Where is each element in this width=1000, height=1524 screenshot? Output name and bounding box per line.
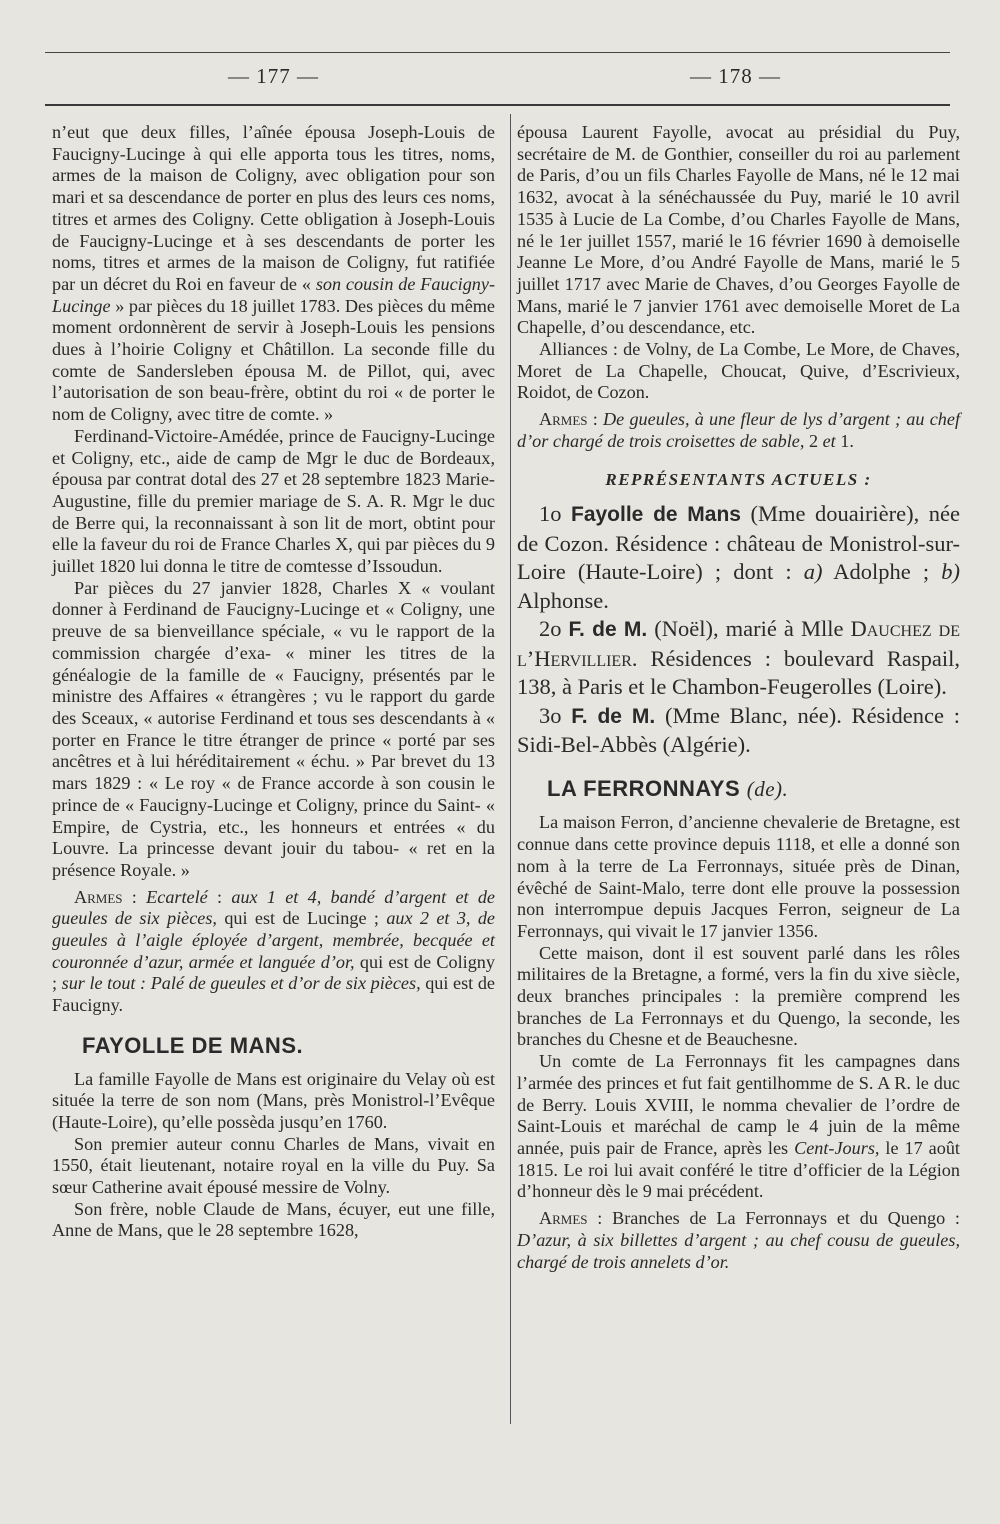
bold-name: F. de M. <box>568 618 648 642</box>
text: Un comte de La Ferronnays fit les campagnes dans l’armée des princes et fut fait gentilhomme de S. A R. le duc de Berry. Louis XVIII, le nomma chevalier de l’ordre de Saint-Louis et maréchal de camp le 4 juin de la même année, puis pair de France, après les <box>517 1051 960 1158</box>
heading-fayolle-de-mans: FAYOLLE DE MANS. <box>82 1032 304 1058</box>
top-rule <box>45 52 950 53</box>
right-column <box>517 122 960 1273</box>
italic-text: et <box>822 430 836 451</box>
paragraph-fayolle-origin: La famille Fayolle de Mans est originaire du Velay où est située la terre de son nom (Mans, près Monistrol-l’Evêque (Haute-Loire), qu’elle possèda jusqu’en 1760. <box>52 1068 495 1132</box>
text: Alphonse. <box>517 587 609 613</box>
column-divider <box>510 114 511 1424</box>
arms-label: Armes <box>539 409 588 430</box>
heading-particle: (de). <box>746 776 789 801</box>
text: n’eut que deux filles, l’aînée épousa Joseph-Louis de Faucigny-Lucinge à qui elle apporta tous les titres, noms, armes de la maison de Coligny, avec obligation pour son mari et sa descendance de porter en plus des leurs ces noms, titres et armes des Coligny. Cette obligation à Joseph-Louis de Faucigny-Lucinge et à ses descendants de porter les noms, titres et armes de la maison de Coligny, fut ratifiée par un décret du Roi en faveur de « <box>52 122 495 294</box>
italic-text: Ecartelé <box>146 886 208 907</box>
left-column <box>52 122 495 1242</box>
arms-faucigny <box>52 887 495 1017</box>
representative-3 <box>517 702 960 760</box>
text: qui est de Lucinge ; <box>216 908 387 929</box>
paragraph-fayolle-author: Son premier auteur connu Charles de Mans, vivait en 1550, était lieutenant, notaire royal en la ville du Puy. Sa sœur Catherine avait épousé messire de Volny. <box>52 1133 495 1198</box>
text: : <box>587 409 604 430</box>
heading-la-ferronnays <box>547 775 960 801</box>
text: 1o <box>539 501 571 527</box>
text: qui est de Coligny ; <box>52 951 495 994</box>
text: (Mme douairière), née de Cozon. Résidence : château de Monistrol-sur-Loire (Haute-Loire) ; dont : <box>517 501 960 585</box>
representative-2 <box>517 615 960 702</box>
subheading-representants: REPRÉSENTANTS ACTUELS : <box>605 469 872 489</box>
bold-name: F. de M. <box>571 704 656 728</box>
text: » par pièces du 18 juillet 1783. Des pièces du même moment ordonnèrent de servir à Joseph-Louis les pensions dues à l’hoirie Coligny et Châtillon. La seconde fille du comte de Sandersleben épousa M. de Pillot, qui, avec l’autorisation de son beau-frère, obtint du roi « de porter le nom de Coligny, avec titre de comte. » <box>52 295 495 425</box>
italic-text: aux 2 et 3, de gueules à l’aigle éployée d’argent, membrée, becquée et couronnée d’azur, armée et languée d’or, <box>52 908 495 972</box>
italic-text: aux 1 et 4, bandé d’argent et de gueules de six pièces, <box>52 886 496 929</box>
text: Adolphe ; <box>822 559 942 585</box>
paragraph-alliances: Alliances : de Volny, de La Combe, Le More, de Chaves, Moret de La Chapelle, Choucat, Quive, d’Escrivieux, Roidot, de Cozon. <box>517 339 960 403</box>
text: : <box>207 886 232 907</box>
italic-text: son cousin de Faucigny-Lucinge <box>52 273 496 316</box>
paragraph-fayolle-brother: Son frère, noble Claude de Mans, écuyer, eut une fille, Anne de Mans, que le 28 septembre 1628, <box>52 1198 495 1241</box>
arms-label: Armes <box>74 886 123 907</box>
text: : Branches de La Ferronnays et du Quengo : <box>587 1208 960 1229</box>
text: 2o <box>539 616 569 642</box>
text: (Mme Blanc, née). Résidence : Sidi-Bel-Abbès (Algérie). <box>517 702 960 758</box>
text: 3o <box>539 702 572 728</box>
paragraph-charles-x: Par pièces du 27 janvier 1828, Charles X « voulant donner à Ferdinand de Faucigny-Lucinge et « Coligny, une preuve de sa bienveillance spéciale, « vu le rapport de la commission chargée d’exa- « miner les titres de la généalogie de la famille de « Faucigny, présentés par le ministre des Affaires « étrangères ; vu le rapport du garde des Sceaux, « autorise Ferdinand et tous ses descendants à « porter en France le titre étranger de prince « porté par ses ancêtres et à lui héréditairement « échu. » Par brevet du 13 mars 1829 : « Le roy « de France accorde à son cousin le prince de « Faucigny-Lucinge et Coligny, prince du Saint- « Empire, de Cystria, etc., les honneurs et entrées « du Louvre. La princesse devant jouir du tabou- « ret en la présence Royale. » <box>52 577 495 880</box>
header-rule <box>45 104 950 106</box>
text: (Noël), marié à Mlle <box>647 616 851 642</box>
text: qui est de Faucigny. <box>52 973 495 1016</box>
paragraph-ferron-branches: Cette maison, dont il est souvent parlé dans les rôles militaires de la Bretagne, a formé, vers la fin du xive siècle, deux branches principales : la première comprend les branches de La Ferronnays et du Quengo, la seconde, les branches du Chesne et de Beauchesne. <box>517 942 960 1050</box>
italic-text: b) <box>941 559 961 585</box>
italic-text: Cent-Jours, <box>794 1138 880 1158</box>
heading-text: LA FERRONNAYS <box>547 775 747 801</box>
text: 1. <box>835 430 854 451</box>
paragraph-ferron-house: La maison Ferron, d’ancienne chevalerie de Bretagne, est connue dans cette province depuis 1118, et elle a donné son nom à la terre de La Ferronnays, située près de Dinan, évêché de Saint-Malo, terre dont elle prouve la possession non interrompue depuis Jacques Ferron, seigneur de La Ferronnays, qui vivait le 17 janvier 1356. <box>517 812 960 941</box>
italic-text: sur le tout : Palé de gueules et d’or de six pièces, <box>61 973 421 994</box>
arms-fayolle <box>517 409 960 452</box>
bold-name: Fayolle de Mans <box>571 503 741 527</box>
italic-text: D’azur, à six billettes d’argent ; au chef cousu de gueules, chargé de trois annelets d’or. <box>517 1229 960 1272</box>
text: 2 <box>804 430 823 451</box>
text: Résidences : boulevard Raspail, 138, à Paris et le Chambon-Feugerolles (Loire). <box>517 645 960 700</box>
text: : <box>122 886 147 907</box>
small-caps-name: Dauchez de l’Hervillier. <box>517 616 961 671</box>
representative-1 <box>517 500 960 615</box>
paragraph-fayolle-lineage: épousa Laurent Fayolle, avocat au présidial du Puy, secrétaire de M. de Gonthier, conseiller du roi au parlement de Paris, d’ou un fils Charles Fayolle de Mans, né le 12 mai 1632, avocat à la sénéchaussée du Puy, marié le 10 avril 1535 à Lucie de La Combe, d’ou Charles Fayolle de Mans, né le 1er juillet 1557, marié le 16 février 1690 à demoiselle Jeanne Le More, d’ou André Fayolle de Mans, marié le 5 juillet 1717 avec Marie de Chaves, d’ou Georges Fayolle de Mans, marié le 7 janvier 1761 avec demoiselle Moret de La Chapelle, d’ou descendance, etc. <box>517 122 960 338</box>
paragraph-coligny <box>52 122 495 426</box>
paragraph-ferron-comte <box>517 1051 960 1203</box>
arms-ferronnays <box>517 1208 960 1273</box>
text: le 17 août 1815. Le roi lui avait conféré le titre d’officier de la Légion d’honneur dès le 9 mai précédent. <box>517 1138 960 1202</box>
italic-text: a) <box>803 559 823 585</box>
arms-label: Armes <box>539 1208 588 1229</box>
page-number-left: — 177 — <box>228 64 319 88</box>
page-number-right: — 178 — <box>690 64 781 88</box>
italic-text: De gueules, à une fleur de lys d’argent ; au chef d’or chargé de trois croisettes de sable, <box>517 409 960 451</box>
paragraph-ferdinand: Ferdinand-Victoire-Amédée, prince de Faucigny-Lucinge et Coligny, etc., aide de camp de Mgr le duc de Bordeaux, épousa par contrat dotal des 27 et 28 septembre 1823 Marie-Augustine, fille du premier mariage de S. A. R. Mgr le duc de Berre qui, la reconnaissant à son lit de mort, obtint pour elle la faveur du roi de France Charles X, qui par pièces du 9 juillet 1820 lui donna le titre de comtesse d’Issoudun. <box>52 425 495 577</box>
